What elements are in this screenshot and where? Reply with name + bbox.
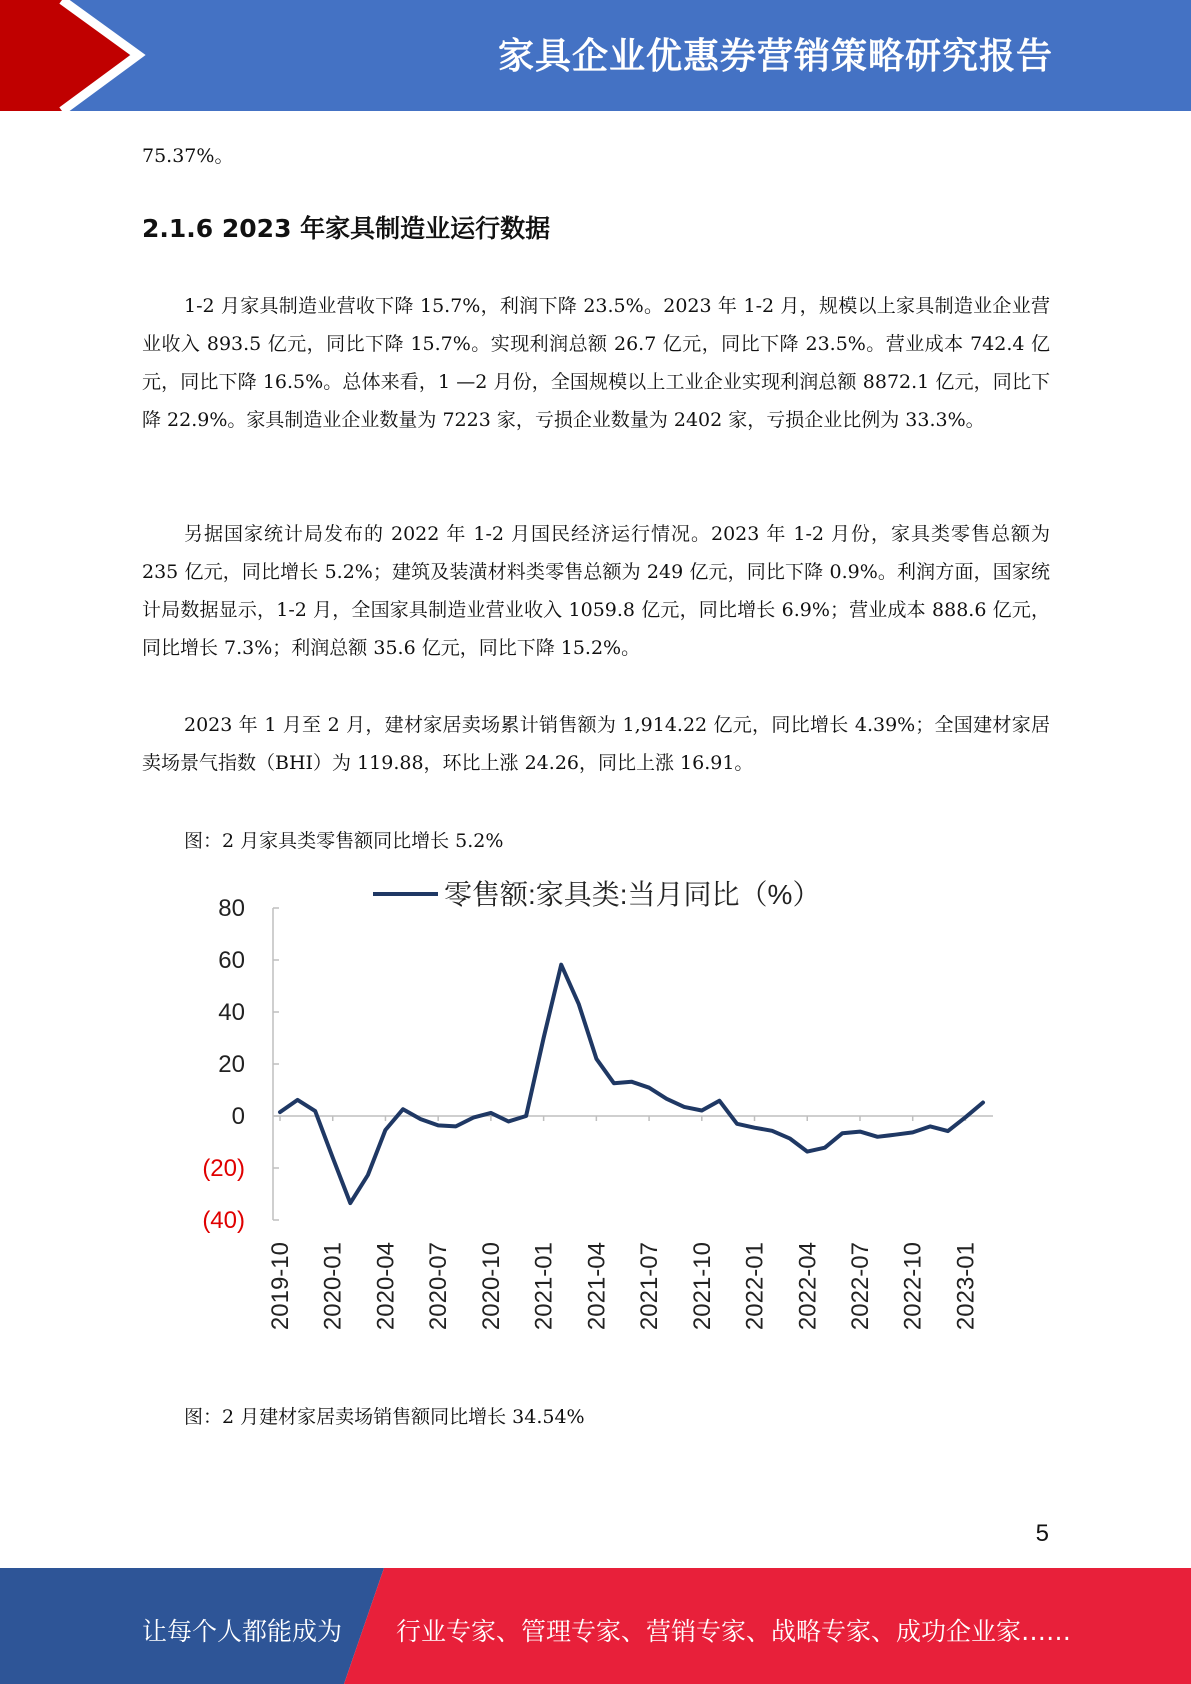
y-tick-label: 40 xyxy=(218,999,245,1026)
x-tick-label: 2020-04 xyxy=(372,1242,400,1331)
figure-1-caption: 图：2 月家具类零售额同比增长 5.2% xyxy=(184,830,504,852)
y-axis xyxy=(202,895,279,1234)
footer-slogan-right: 行业专家、管理专家、营销专家、战略专家、成功企业家…… xyxy=(396,1617,1072,1646)
x-tick-label: 2020-07 xyxy=(425,1242,453,1331)
x-tick-label: 2023-01 xyxy=(952,1242,980,1331)
page-header xyxy=(0,0,1191,111)
page-number: 5 xyxy=(1035,1520,1049,1547)
y-tick-label: (40) xyxy=(202,1207,245,1234)
x-axis xyxy=(267,1116,993,1330)
section-title: 2.1.6 2023 年家具制造业运行数据 xyxy=(142,214,551,243)
x-tick-label: 2022-07 xyxy=(846,1242,874,1331)
header-title: 家具企业优惠券营销策略研究报告 xyxy=(497,36,1053,77)
x-tick-label: 2021-07 xyxy=(636,1242,664,1331)
y-tick-label: 60 xyxy=(218,947,245,974)
figure-2-caption: 图：2 月建材家居卖场销售额同比增长 34.54% xyxy=(184,1406,585,1428)
series-group xyxy=(280,965,983,1204)
continued-text: 75.37%。 xyxy=(142,145,234,167)
y-tick-label: 80 xyxy=(218,895,245,922)
x-tick-label: 2021-01 xyxy=(530,1242,558,1331)
x-tick-label: 2020-10 xyxy=(477,1242,505,1331)
paragraph-2: 另据国家统计局发布的 2022 年 1-2 月国民经济运行情况。2023 年 1-2 月份，家具类零售总额为 235 亿元，同比增长 5.2%；建筑及装潢材料类零售总额为 249 亿元，同比下降 0.9%。利润方面，国家统计局数据显示，1-2 月，全国家具制造业营业收入 1059.8 亿元，同比增长 6.9%；营业成本 888.6 亿元，同比增长 7.3%；利润总额 35.6 亿元，同比下降 15.2%。 xyxy=(142,523,1050,659)
x-tick-label: 2020-01 xyxy=(319,1242,347,1331)
x-tick-label: 2022-10 xyxy=(899,1242,927,1331)
x-tick-label: 2021-10 xyxy=(688,1242,716,1331)
x-tick-label: 2019-10 xyxy=(267,1242,294,1331)
y-tick-label: 0 xyxy=(231,1103,245,1130)
line-chart-svg xyxy=(180,868,1020,1348)
page-footer xyxy=(0,1568,1191,1684)
paragraph-1: 1-2 月家具制造业营收下降 15.7%，利润下降 23.5%。2023 年 1-2 月，规模以上家具制造业企业营业收入 893.5 亿元，同比下降 15.7%。实现利润总额 26.7 亿元，同比下降 23.5%。营业成本 742.4 亿元，同比下降 16.5%。总体来看，1 —2 月份，全国规模以上工业企业实现利润总额 8872.1 亿元，同比下降 22.9%。家具制造业企业数量为 7223 家，亏损企业数量为 2402 家，亏损企业比例为 33.3%。 xyxy=(142,295,1050,431)
y-tick-label: (20) xyxy=(202,1155,245,1182)
x-tick-label: 2022-04 xyxy=(794,1242,822,1331)
furniture-retail-yoy-chart xyxy=(180,868,1020,1348)
series-line xyxy=(280,965,983,1203)
y-tick-label: 20 xyxy=(218,1051,245,1078)
x-tick-label: 2021-04 xyxy=(583,1242,611,1331)
x-tick-label: 2022-01 xyxy=(741,1242,769,1331)
legend-label: 零售额:家具类:当月同比（%） xyxy=(444,879,821,910)
footer-slogan-left: 让每个人都能成为 xyxy=(142,1617,343,1646)
chart-legend xyxy=(373,879,820,910)
paragraph-3: 2023 年 1 月至 2 月，建材家居卖场累计销售额为 1,914.22 亿元，同比增长 4.39%；全国建材家居卖场景气指数（BHI）为 119.88，环比上涨 24.26，同比上涨 16.91。 xyxy=(142,714,1050,774)
header-red-chevron xyxy=(0,0,130,111)
